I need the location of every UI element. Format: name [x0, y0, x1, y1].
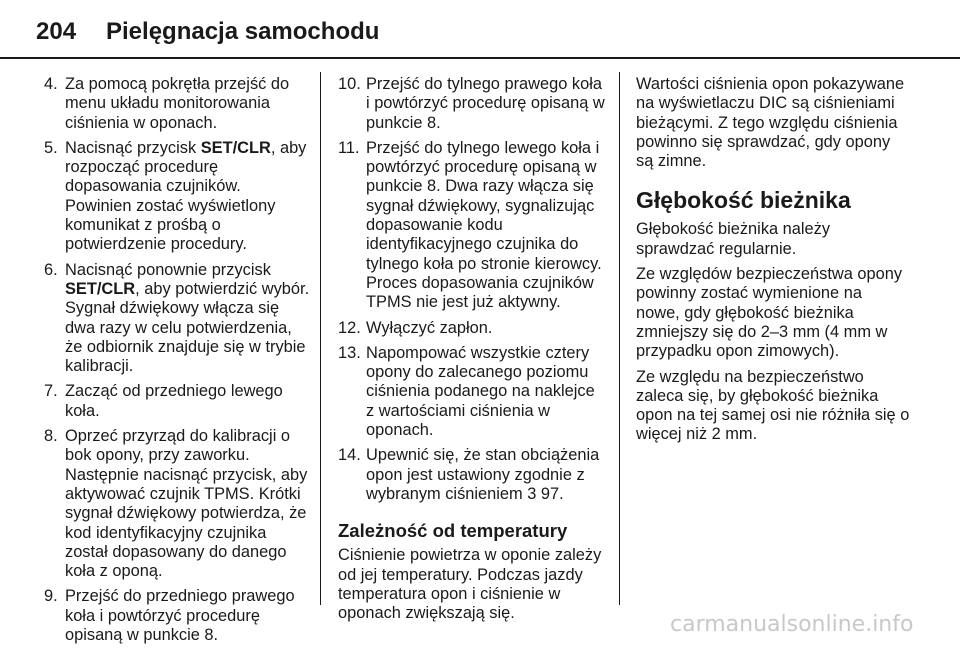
step-text: Przejść do przedniego prawego koła i powtórzyć procedurę opisaną w punkcie 8.: [65, 587, 295, 645]
step-9: [44, 587, 310, 645]
step-text-pre: Nacisnąć ponownie przycisk: [65, 260, 271, 279]
step-text: Za pomocą pokrętła przejść do menu układu monitorowania ciśnienia w oponach.: [65, 75, 290, 132]
page-reference-link[interactable]: 3 97.: [527, 484, 564, 503]
step-text-pre: Nacisnąć przycisk: [65, 138, 201, 157]
step-number: 6.: [44, 260, 58, 279]
step-number: 5.: [44, 138, 58, 157]
step-number: 9.: [44, 587, 58, 606]
page-title: Pielęgnacja samochodu: [106, 18, 380, 45]
step-12: [338, 319, 606, 338]
column-2: [338, 75, 606, 629]
step-4: [44, 75, 310, 133]
section-heading-temperature: Zależność od temperatury: [338, 520, 568, 542]
step-text: Zacząć od przedniego lewego koła.: [65, 382, 283, 420]
step-text: Oprzeć przyrząd do kalibracji o bok opony, przy zaworku. Następnie nacisnąć przycisk, aby aktywować czujnik TPMS. Krótki sygnał dźwiękowy potwierdza, że kod identyfikacyjny czujnika został dopasowany do danego koła z oponą.: [65, 427, 308, 581]
step-number: 12.: [338, 318, 361, 337]
column-divider-1: [320, 72, 321, 605]
intro-paragraph: Wartości ciśnienia opon pokazywane na wyświetlaczu DIC są ciśnieniami bieżącymi. Z tego względu ciśnienia powinno się sprawdzać, gdy opony są zimne.: [636, 75, 905, 171]
temperature-paragraph: Ciśnienie powietrza w oponie zależy od jej temperatury. Podczas jazdy temperatura opon i ciśnienie w oponach zwiększają się.: [338, 546, 602, 623]
step-8: [44, 427, 310, 581]
step-11: [338, 139, 606, 313]
step-5: [44, 139, 310, 255]
column-3: [636, 75, 910, 451]
step-number: 7.: [44, 382, 58, 401]
header-rule: [0, 57, 960, 59]
page-number: 204: [36, 18, 77, 45]
step-number: 8.: [44, 427, 58, 446]
step-number: 4.: [44, 75, 58, 93]
step-text: Wyłączyć zapłon.: [366, 318, 493, 337]
step-text: Przejść do tylnego prawego koła i powtórzyć procedurę opisaną w punkcie 8.: [366, 75, 605, 132]
step-6: [44, 261, 310, 377]
step-text: Upewnić się, że stan obciążenia opon jest ustawiony zgodnie z wybranym ciśnieniem: [366, 446, 600, 503]
step-text: Przejść do tylnego lewego koła i powtórzyć procedurę opisaną w punkcie 8. Dwa razy włącza się sygnał dźwiękowy, sygnalizując dopasowanie kodu identyfikacyjnego czujnika do tylnego koła po stronie kierowcy. Proces dopasowania czujników TPMS nie jest już aktywny.: [366, 138, 602, 312]
step-14: [338, 446, 606, 504]
button-name-set-clr: SET/CLR: [65, 279, 136, 298]
tread-paragraph-1: Głębokość bieżnika należy sprawdzać regularnie.: [636, 220, 831, 258]
step-number: 10.: [338, 75, 361, 93]
tread-paragraph-3: Ze względu na bezpieczeństwo zaleca się, by głębokość bieżnika opon na tej samej osi nie różniła się o więcej niż 2 mm.: [636, 367, 910, 444]
section-heading-tread-depth: Głębokość bieżnika: [636, 187, 851, 214]
step-text-post: , aby potwierdzić wybór. Sygnał dźwiękowy włącza się dwa razy w celu potwierdzenia, że odbiornik znajduje się w trybie kalibracji.: [65, 279, 310, 376]
step-text-post: , aby rozpocząć procedurę dopasowania czujników. Powinien zostać wyświetlony komunikat z prośbą o potwierdzenie procedury.: [65, 138, 307, 254]
step-13: [338, 344, 606, 440]
step-number: 13.: [338, 343, 361, 362]
step-text: Napompować wszystkie cztery opony do zalecanego poziomu ciśnienia podanego na naklejce z wartościami ciśnienia w oponach.: [366, 343, 595, 440]
button-name-set-clr: SET/CLR: [200, 138, 271, 157]
column-1: [44, 75, 310, 651]
tread-paragraph-2: Ze względów bezpieczeństwa opony powinny zostać wymienione na nowe, gdy głębokość bieżnika zmniejszy się do 2–3 mm (4 mm w przypadku opon zimowych).: [636, 265, 903, 361]
step-10: [338, 75, 606, 133]
step-7: [44, 382, 310, 421]
column-divider-2: [619, 72, 620, 605]
page-header: [36, 10, 910, 54]
step-number: 11.: [338, 138, 360, 157]
watermark: carmanualsonline.info: [670, 611, 914, 637]
step-number: 14.: [338, 446, 361, 465]
